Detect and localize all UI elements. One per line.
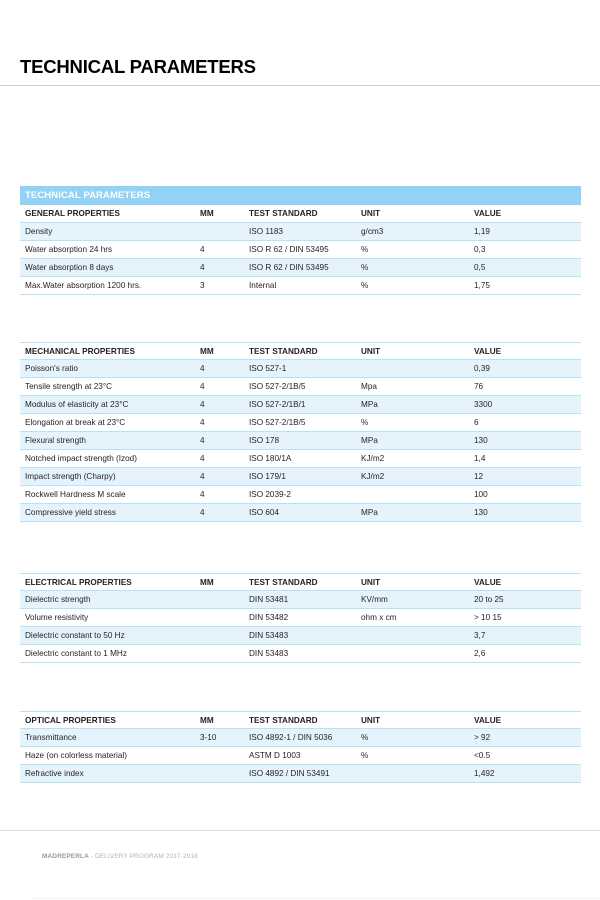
table-row [20,277,581,295]
cell-test-standard: ISO 178 [249,436,280,445]
cell-mm: 4 [200,400,205,409]
cell-test-standard: DIN 53481 [249,595,289,604]
column-header-property: ELECTRICAL PROPERTIES [25,578,132,587]
cell-value: 130 [474,436,488,445]
cell-value: 1,4 [474,454,486,463]
cell-unit: % [361,751,369,760]
table-row [20,627,581,645]
table-row [20,414,581,432]
cell-value: 1,75 [474,281,490,290]
cell-unit: MPa [361,436,378,445]
cell-unit: ohm x cm [361,613,397,622]
table-header-row [20,205,581,223]
table-header-row [20,711,581,729]
electrical-properties-table [20,573,581,663]
table-row [20,223,581,241]
cell-property: Elongation at break at 23°C [25,418,126,427]
table-header-row [20,342,581,360]
cell-value: 6 [474,418,479,427]
column-header-property: MECHANICAL PROPERTIES [25,347,135,356]
cell-property: Notched impact strength (Izod) [25,454,137,463]
cell-unit: MPa [361,508,378,517]
cell-test-standard: ISO 179/1 [249,472,286,481]
table-row [20,747,581,765]
cell-test-standard: ISO 4892-1 / DIN 5036 [249,733,333,742]
column-header-mm: MM [200,209,214,218]
cell-value: > 92 [474,733,491,742]
cell-property: Flexural strength [25,436,86,445]
column-header-test-standard: TEST STANDARD [249,347,318,356]
cell-mm: 4 [200,472,205,481]
cell-test-standard: ISO 527-2/1B/5 [249,418,306,427]
cell-unit: Mpa [361,382,377,391]
cell-mm: 4 [200,245,205,254]
cell-test-standard: Internal [249,281,277,290]
column-header-test-standard: TEST STANDARD [249,578,318,587]
cell-property: Dielectric strength [25,595,91,604]
cell-property: Refractive index [25,769,84,778]
cell-test-standard: ISO R 62 / DIN 53495 [249,263,329,272]
column-header-unit: UNIT [361,347,381,356]
cell-value: 76 [474,382,484,391]
cell-test-standard: DIN 53483 [249,649,289,658]
cell-unit: % [361,418,369,427]
column-header-unit: UNIT [361,209,381,218]
table-row [20,378,581,396]
column-header-test-standard: TEST STANDARD [249,209,318,218]
cell-value: <0.5 [474,751,491,760]
cell-test-standard: ISO 2039-2 [249,490,291,499]
column-header-unit: UNIT [361,578,381,587]
table-row [20,396,581,414]
cell-property: Volume resistivity [25,613,89,622]
column-header-value: VALUE [474,209,502,218]
cell-test-standard: ISO 527-2/1B/1 [249,400,306,409]
cell-value: 2,6 [474,649,486,658]
footer-text: - DELIVERY PROGRAM 2017-2018 [88,853,198,860]
cell-test-standard: ISO 4892 / DIN 53491 [249,769,330,778]
cell-mm: 4 [200,508,205,517]
cell-test-standard: DIN 53482 [249,613,289,622]
table-row [20,609,581,627]
cell-value: 1,19 [474,227,490,236]
cell-value: 0,5 [474,263,486,272]
column-header-mm: MM [200,716,214,725]
column-header-test-standard: TEST STANDARD [249,716,318,725]
cell-mm: 4 [200,364,205,373]
cell-unit: MPa [361,400,378,409]
table-row [20,765,581,783]
optical-properties-table [20,711,581,783]
cell-value: > 10 15 [474,613,502,622]
column-header-value: VALUE [474,347,502,356]
column-header-value: VALUE [474,578,502,587]
cell-unit: % [361,263,369,272]
table-row [20,729,581,747]
table-row [20,450,581,468]
cell-value: 12 [474,472,484,481]
cell-unit: KJ/m2 [361,454,385,463]
cell-mm: 3-10 [200,733,217,742]
cell-unit: KJ/m2 [361,472,385,481]
cell-property: Impact strength (Charpy) [25,472,116,481]
footer-bottom-divider [32,898,600,899]
footer-divider [0,830,600,831]
cell-property: Max.Water absorption 1200 hrs. [25,281,142,290]
cell-mm: 4 [200,490,205,499]
table-row [20,360,581,378]
cell-test-standard: ISO R 62 / DIN 53495 [249,245,329,254]
footer [42,853,198,860]
cell-property: Transmittance [25,733,77,742]
column-header-mm: MM [200,578,214,587]
column-header-mm: MM [200,347,214,356]
page-title: TECHNICAL PARAMETERS [20,56,256,77]
cell-test-standard: DIN 53483 [249,631,289,640]
cell-property: Compressive yield stress [25,508,116,517]
cell-unit: % [361,245,369,254]
table-row [20,504,581,522]
footer-brand: MADREPERLA [42,853,89,860]
cell-property: Density [25,227,53,236]
cell-mm: 4 [200,382,205,391]
table-row [20,468,581,486]
cell-mm: 4 [200,454,205,463]
column-header-unit: UNIT [361,716,381,725]
column-header-property: GENERAL PROPERTIES [25,209,120,218]
cell-test-standard: ISO 527-2/1B/5 [249,382,306,391]
cell-mm: 4 [200,436,205,445]
cell-mm: 4 [200,263,205,272]
cell-property: Modulus of elasticity at 23°C [25,400,129,409]
table-row [20,432,581,450]
cell-property: Poisson's ratio [25,364,78,373]
table-row [20,241,581,259]
column-header-property: OPTICAL PROPERTIES [25,716,116,725]
table-banner: TECHNICAL PARAMETERS [20,186,581,205]
cell-value: 0,39 [474,364,490,373]
cell-value: 130 [474,508,488,517]
cell-test-standard: ISO 1183 [249,227,283,236]
general-properties-table [20,186,581,295]
cell-value: 0,3 [474,245,486,254]
cell-property: Water absorption 24 hrs [25,245,113,254]
table-row [20,591,581,609]
cell-property: Tensile strength at 23°C [25,382,113,391]
column-header-value: VALUE [474,716,502,725]
table-row [20,486,581,504]
cell-property: Dielectric constant to 1 MHz [25,649,127,658]
cell-value: 100 [474,490,488,499]
cell-value: 20 to 25 [474,595,504,604]
cell-test-standard: ISO 604 [249,508,280,517]
cell-mm: 4 [200,418,205,427]
cell-unit: % [361,733,369,742]
cell-unit: g/cm3 [361,227,384,236]
cell-unit: KV/mm [361,595,388,604]
cell-property: Dielectric constant to 50 Hz [25,631,125,640]
cell-value: 1,492 [474,769,495,778]
cell-test-standard: ISO 527-1 [249,364,287,373]
cell-property: Water absorption 8 days [25,263,114,272]
cell-value: 3300 [474,400,493,409]
table-header-row [20,573,581,591]
cell-property: Rockwell Hardness M scale [25,490,126,499]
cell-test-standard: ASTM D 1003 [249,751,301,760]
cell-unit: % [361,281,369,290]
table-row [20,645,581,663]
title-divider [0,85,600,86]
cell-mm: 3 [200,281,205,290]
cell-property: Haze (on colorless material) [25,751,127,760]
cell-test-standard: ISO 180/1A [249,454,292,463]
table-row [20,259,581,277]
cell-value: 3,7 [474,631,486,640]
mechanical-properties-table [20,342,581,522]
